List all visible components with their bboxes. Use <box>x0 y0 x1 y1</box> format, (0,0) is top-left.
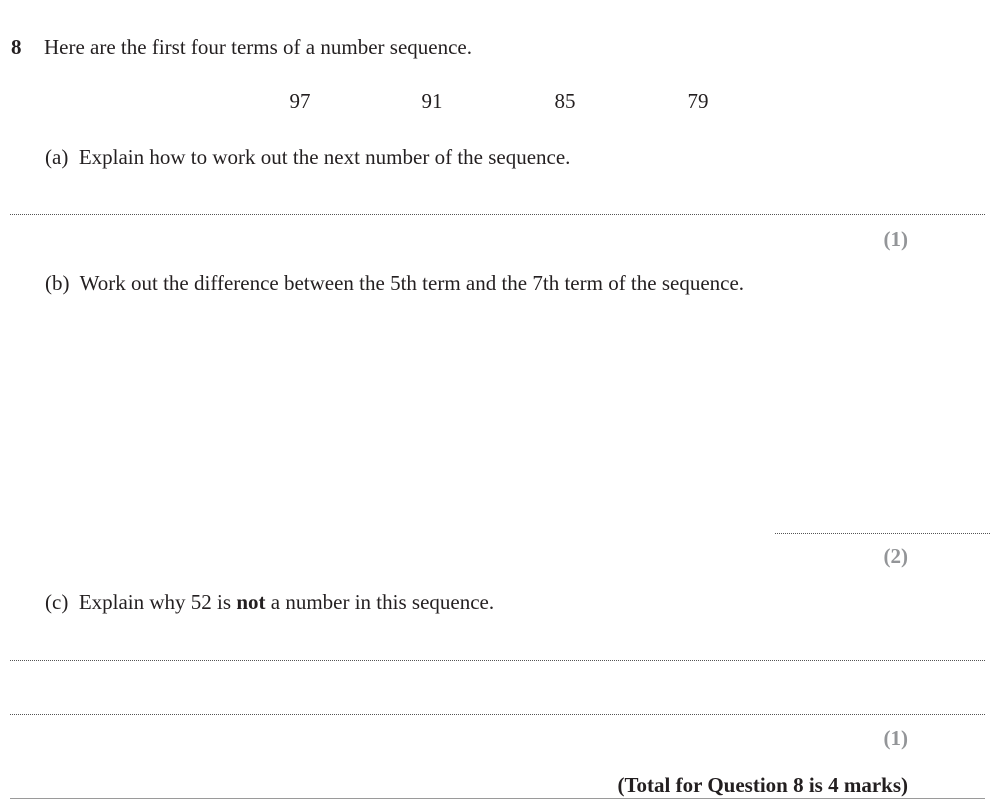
bottom-rule <box>10 798 985 799</box>
part-c-text-before: Explain why 52 is <box>78 590 232 614</box>
part-b-label: (b) <box>45 271 70 295</box>
sequence-term-3: 85 <box>554 89 576 113</box>
part-b-marks: (2) <box>883 544 908 568</box>
sequence-term-4: 79 <box>687 89 709 113</box>
part-c-text-after: a number in this sequence. <box>270 590 495 614</box>
part-b-text: Work out the difference between the 5th term and the 7th term of the sequence. <box>79 271 745 295</box>
part-c-label: (c) <box>45 590 69 614</box>
part-b-answer-line[interactable] <box>775 533 990 534</box>
part-a-answer-line[interactable] <box>10 214 985 215</box>
question-number: 8 <box>11 35 22 59</box>
part-c-marks: (1) <box>883 726 908 750</box>
part-a-text: Explain how to work out the next number of the sequence. <box>78 145 571 169</box>
sequence-term-1: 97 <box>289 89 311 113</box>
sequence-term-2: 91 <box>421 89 443 113</box>
part-a-marks: (1) <box>883 227 908 251</box>
part-c-emphasis: not <box>236 590 266 614</box>
part-a-label: (a) <box>45 145 69 169</box>
part-b-prompt <box>45 271 744 295</box>
part-a-prompt <box>45 145 570 169</box>
question-stem: Here are the first four terms of a number sequence. <box>44 35 472 59</box>
total-marks: (Total for Question 8 is 4 marks) <box>617 773 908 797</box>
part-c-answer-line-2[interactable] <box>10 714 985 715</box>
part-c-prompt <box>45 590 494 614</box>
part-c-answer-line-1[interactable] <box>10 660 985 661</box>
